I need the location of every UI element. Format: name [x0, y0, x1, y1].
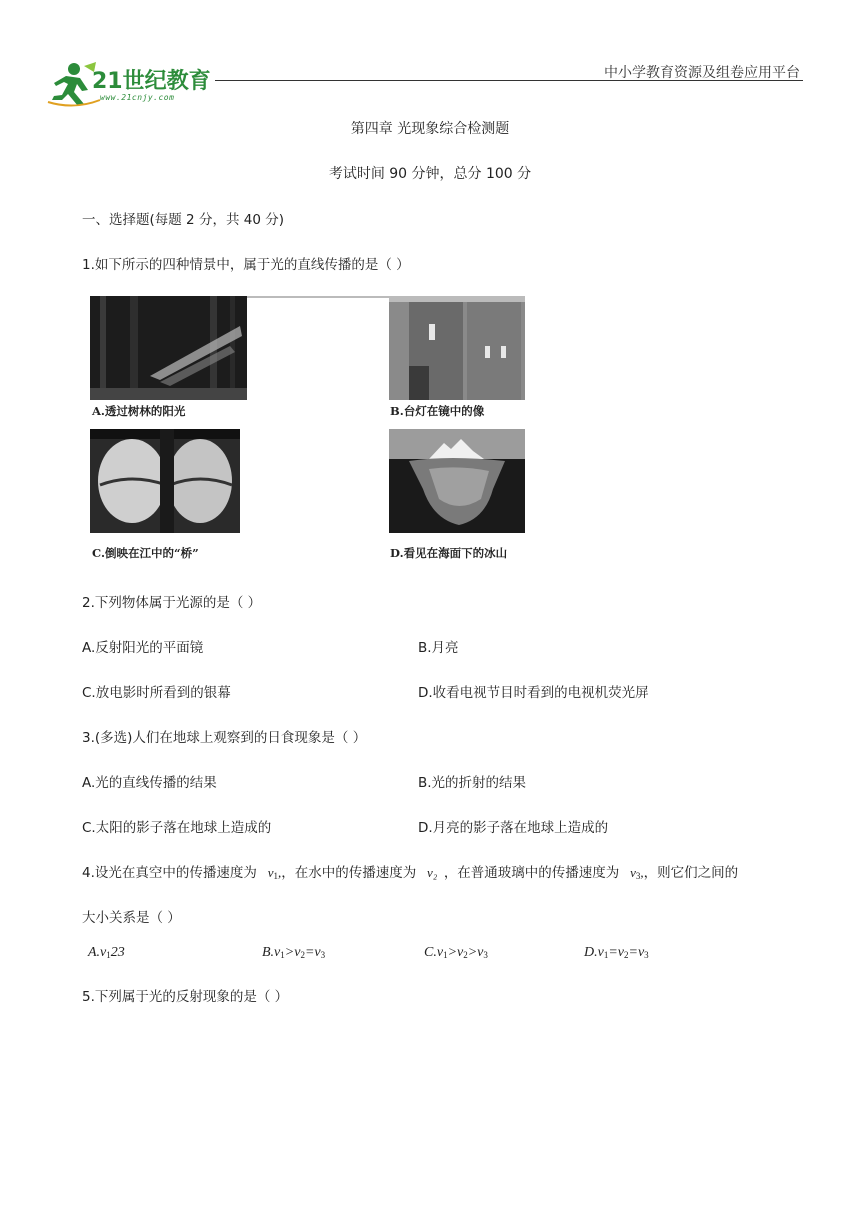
q4-option-d: $D.v_1=v_2=v_3$ [584, 945, 649, 960]
question-1: 1.如下所示的四种情景中，属于光的直线传播的是（ ） [82, 257, 410, 273]
platform-name: 中小学教育资源及组卷应用平台 [604, 65, 800, 81]
photo-bridge-reflection [90, 429, 240, 533]
caption-b: B.台灯在镜中的像 [390, 404, 485, 418]
q3-option-c: C.太阳的影子落在地球上造成的 [82, 820, 272, 836]
q4-stem-c: ，在普通玻璃中的传播速度为 [443, 865, 620, 881]
photo-lamp-in-mirror [389, 296, 525, 400]
question-3: 3.(多选)人们在地球上观察到的日食现象是（ ） [82, 730, 367, 746]
q3-option-a: A.光的直线传播的结果 [82, 775, 217, 791]
q4-option-a: $A.v_123$ [88, 945, 125, 960]
section-heading: 一、选择题(每题 2 分，共 40 分) [82, 212, 284, 228]
logo-url: www.21cnjy.com [100, 93, 175, 102]
var-v2: v₂ [420, 865, 444, 880]
q2-option-b: B.月亮 [418, 640, 459, 656]
q3-option-d: D.月亮的影子落在地球上造成的 [418, 820, 609, 836]
q4-stem-b: ，在水中的传播速度为 [281, 865, 417, 881]
q2-option-c: C.放电影时所看到的银幕 [82, 685, 231, 701]
header-divider [215, 80, 803, 81]
caption-a: A.透过树林的阳光 [92, 404, 186, 418]
q3-option-b: B.光的折射的结果 [418, 775, 527, 791]
question-5: 5.下列属于光的反射现象的是（ ） [82, 989, 289, 1005]
question-4-line1 [82, 861, 738, 881]
photo-iceberg [389, 429, 525, 533]
question-2: 2.下列物体属于光源的是（ ） [82, 595, 262, 611]
var-v1: $v_1$, [261, 865, 282, 881]
q4-option-b: $B.v_1>v_2=v_3$ [262, 945, 326, 960]
photo-sunlight-through-trees [90, 296, 247, 400]
var-v3: $v_3$, [623, 865, 644, 881]
q2-option-d: D.收看电视节目时看到的电视机荧光屏 [418, 685, 649, 701]
exam-info: 考试时间 90 分钟，总分 100 分 [328, 166, 532, 182]
logo-text: 21世纪教育 [92, 69, 211, 94]
caption-c: C.倒映在江中的“桥” [92, 546, 199, 560]
q4-stem-d: ，则它们之间的 [643, 865, 739, 881]
question-4-line2: 大小关系是（ ） [82, 910, 181, 926]
q4-stem-a: 4.设光在真空中的传播速度为 [82, 865, 257, 881]
q2-option-a: A.反射阳光的平面镜 [82, 640, 204, 656]
caption-d: D.看见在海面下的冰山 [390, 546, 508, 560]
page-title: 第四章 光现象综合检测题 [350, 121, 510, 137]
q4-option-c: $C.v_1>v_2>v_3$ [424, 945, 488, 960]
